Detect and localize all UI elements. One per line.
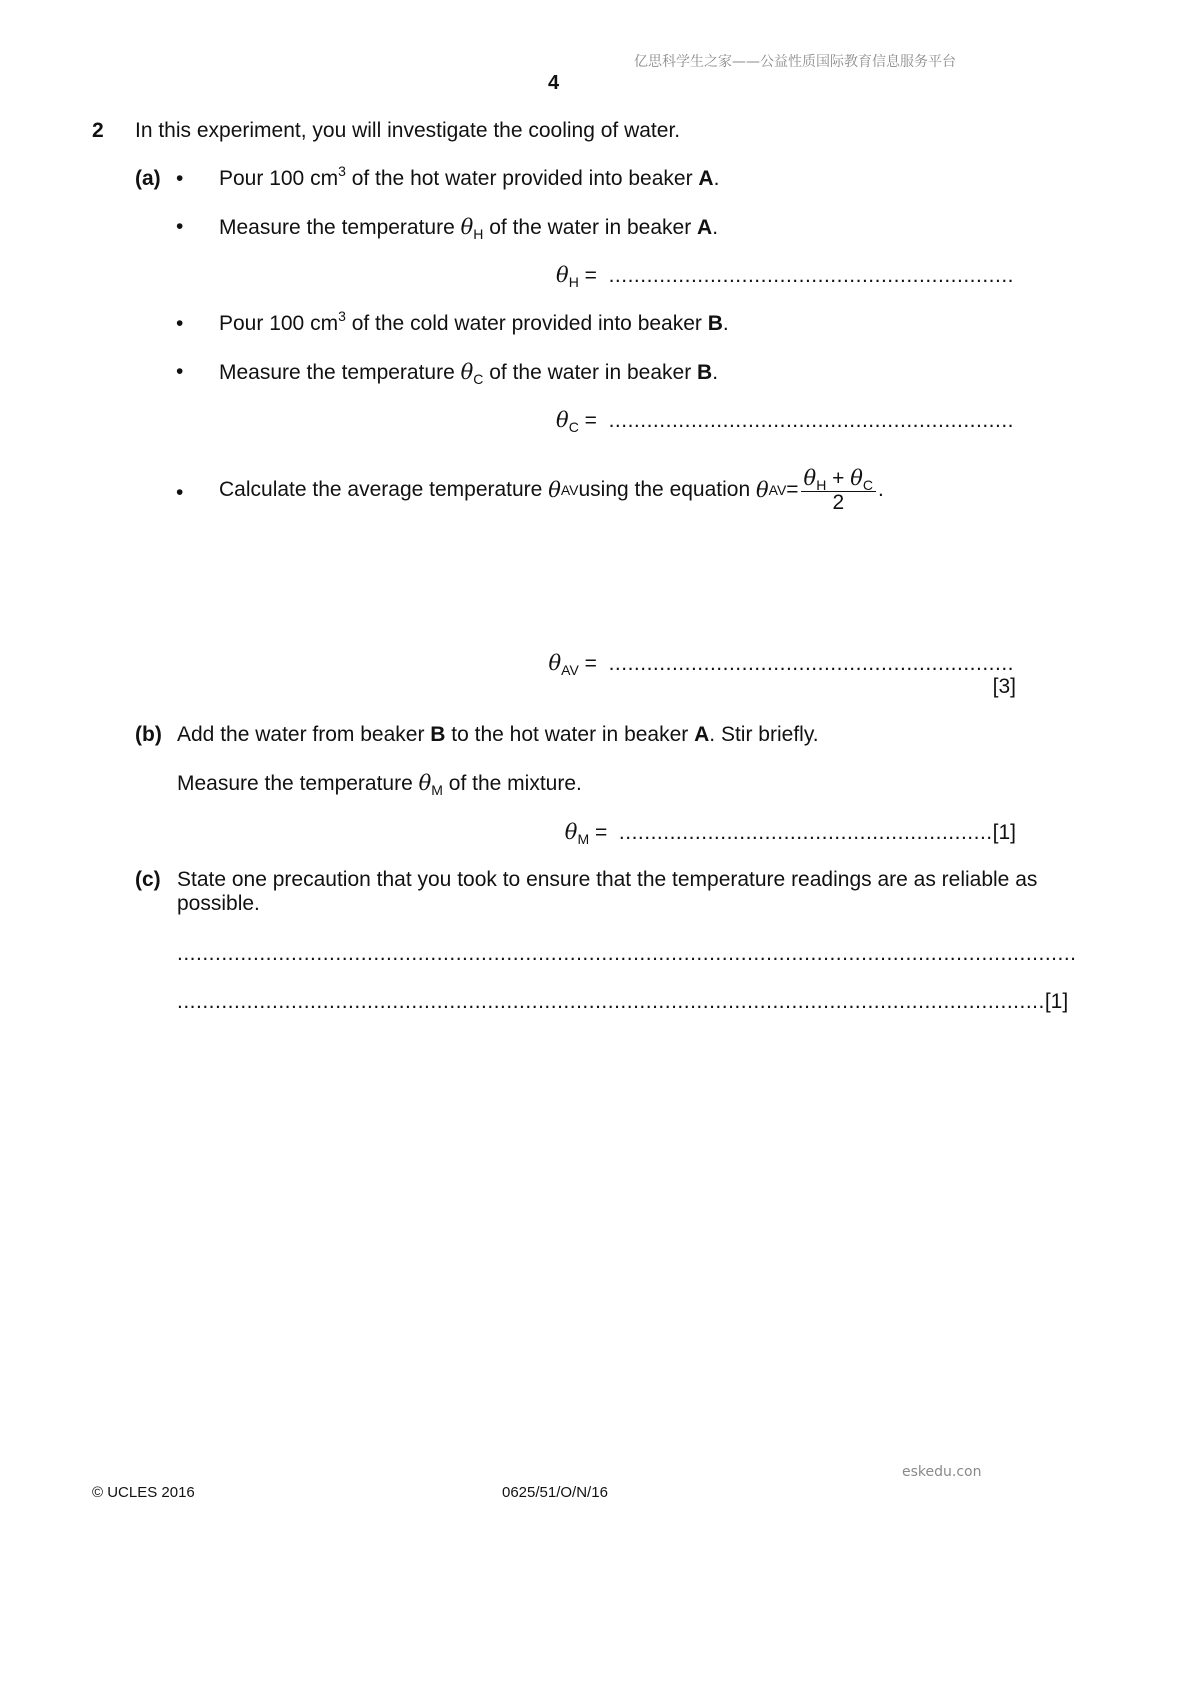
answer-line-c-2[interactable]	[177, 990, 1068, 1014]
answer-dots: ...........................................................	[618, 821, 993, 844]
marks-c: [1]	[1044, 990, 1069, 1013]
bullet: •	[176, 167, 184, 190]
subscript: M	[577, 831, 590, 847]
watermark-bottom: eskedu.con	[902, 1464, 982, 1480]
beaker-label: B	[697, 361, 713, 384]
subscript: C	[862, 476, 874, 493]
part-a-step-5: Calculate the average temperature θ AV using the equation θ AV = $\frac{\theta_H + \theta_C}{2}$ .	[219, 465, 884, 514]
fraction-numerator	[801, 467, 877, 492]
watermark-top: 亿思科学生之家——公益性质国际教育信息服务平台	[634, 54, 956, 70]
beaker-label: B	[707, 312, 723, 335]
equals-sign: =	[578, 652, 597, 675]
theta-symbol: θ	[460, 360, 474, 384]
text: Calculate the average temperature	[219, 478, 543, 501]
bullet: •	[176, 215, 184, 238]
average-fraction	[801, 467, 877, 514]
text: . Stir briefly.	[709, 723, 819, 746]
part-c-question-line1: State one precaution that you took to ensure that the temperature readings are as reliable as	[177, 868, 1038, 891]
subscript: C	[568, 419, 579, 435]
part-a-step-3	[219, 308, 729, 336]
question-number: 2	[92, 119, 104, 142]
answer-dots: ................................................................	[608, 264, 1014, 287]
beaker-label: A	[694, 723, 710, 746]
answer-theta-av[interactable]	[549, 651, 1014, 676]
answer-theta-m[interactable]	[565, 820, 1016, 845]
beaker-label: A	[698, 167, 714, 190]
theta-symbol: θ	[556, 408, 569, 432]
bullet: •	[176, 481, 184, 504]
fraction-denominator: 2	[832, 490, 845, 514]
text: of the hot water provided into beaker	[345, 167, 699, 190]
theta-symbol: θ	[460, 215, 474, 239]
text: Measure the temperature	[219, 361, 461, 384]
text: .	[878, 478, 884, 501]
theta-symbol: θ	[803, 465, 817, 490]
subscript: AV	[561, 662, 579, 678]
bullet: •	[176, 312, 184, 335]
marks-a: [3]	[992, 675, 1016, 698]
theta-symbol: θ	[755, 478, 769, 502]
text: to the hot water in beaker	[445, 723, 695, 746]
theta-symbol: θ	[548, 478, 561, 502]
subscript: H	[816, 476, 827, 493]
part-c-label: (c)	[135, 868, 161, 891]
text: .	[712, 216, 719, 239]
answer-dots: ................................................................	[608, 652, 1014, 675]
answer-dots: ................................................................	[608, 409, 1014, 432]
bullet: •	[176, 360, 184, 383]
theta-symbol: θ	[548, 651, 562, 675]
part-a-label: (a)	[135, 167, 161, 190]
marks-b: [1]	[992, 821, 1016, 844]
part-a-step-4	[219, 360, 718, 385]
answer-line-c-1[interactable]: ..............................................................................................................................................	[177, 942, 1077, 965]
subscript: C	[473, 371, 484, 387]
text: Pour 100 cm	[219, 312, 339, 335]
text: of the cold water provided into beaker	[345, 312, 708, 335]
theta-symbol: θ	[418, 771, 432, 795]
part-a-step-2	[219, 215, 718, 240]
theta-symbol: θ	[564, 820, 578, 844]
part-b-instruction	[177, 723, 819, 747]
superscript: 3	[338, 308, 346, 324]
text: of the mixture.	[442, 772, 582, 795]
text: Measure the temperature	[177, 772, 419, 795]
superscript: 3	[338, 163, 346, 179]
part-c-question-line2: possible.	[177, 892, 260, 915]
part-a-step-1	[219, 163, 720, 191]
text: Measure the temperature	[219, 216, 461, 239]
part-b-label: (b)	[135, 723, 162, 746]
beaker-label: B	[430, 723, 446, 746]
text: using the equation	[578, 478, 751, 501]
text: of the water in beaker	[483, 361, 698, 384]
part-b-measure	[177, 771, 582, 796]
theta-symbol: θ	[850, 465, 863, 490]
page-number: 4	[548, 72, 560, 94]
equals-sign: =	[589, 821, 608, 844]
equals-sign: =	[578, 409, 597, 432]
text: Add the water from beaker	[177, 723, 431, 746]
text: .	[722, 312, 729, 335]
subscript: H	[473, 226, 484, 242]
footer-copyright: © UCLES 2016	[92, 1484, 195, 1501]
beaker-label: A	[697, 216, 713, 239]
footer-paper-code: 0625/51/O/N/16	[502, 1484, 608, 1501]
subscript: M	[431, 782, 443, 798]
theta-symbol: θ	[556, 263, 569, 287]
answer-theta-h[interactable]	[556, 263, 1014, 288]
plus-sign: +	[826, 466, 851, 490]
equals-sign: =	[578, 264, 597, 287]
text: of the water in beaker	[483, 216, 698, 239]
text: .	[712, 361, 719, 384]
question-intro: In this experiment, you will investigate the cooling of water.	[135, 119, 681, 142]
text: Pour 100 cm	[219, 167, 339, 190]
text: .	[713, 167, 720, 190]
subscript: H	[568, 274, 579, 290]
answer-dots: .........................................................................................................................................	[177, 990, 1045, 1013]
equals-sign: =	[786, 478, 799, 501]
answer-theta-c[interactable]	[556, 408, 1014, 433]
